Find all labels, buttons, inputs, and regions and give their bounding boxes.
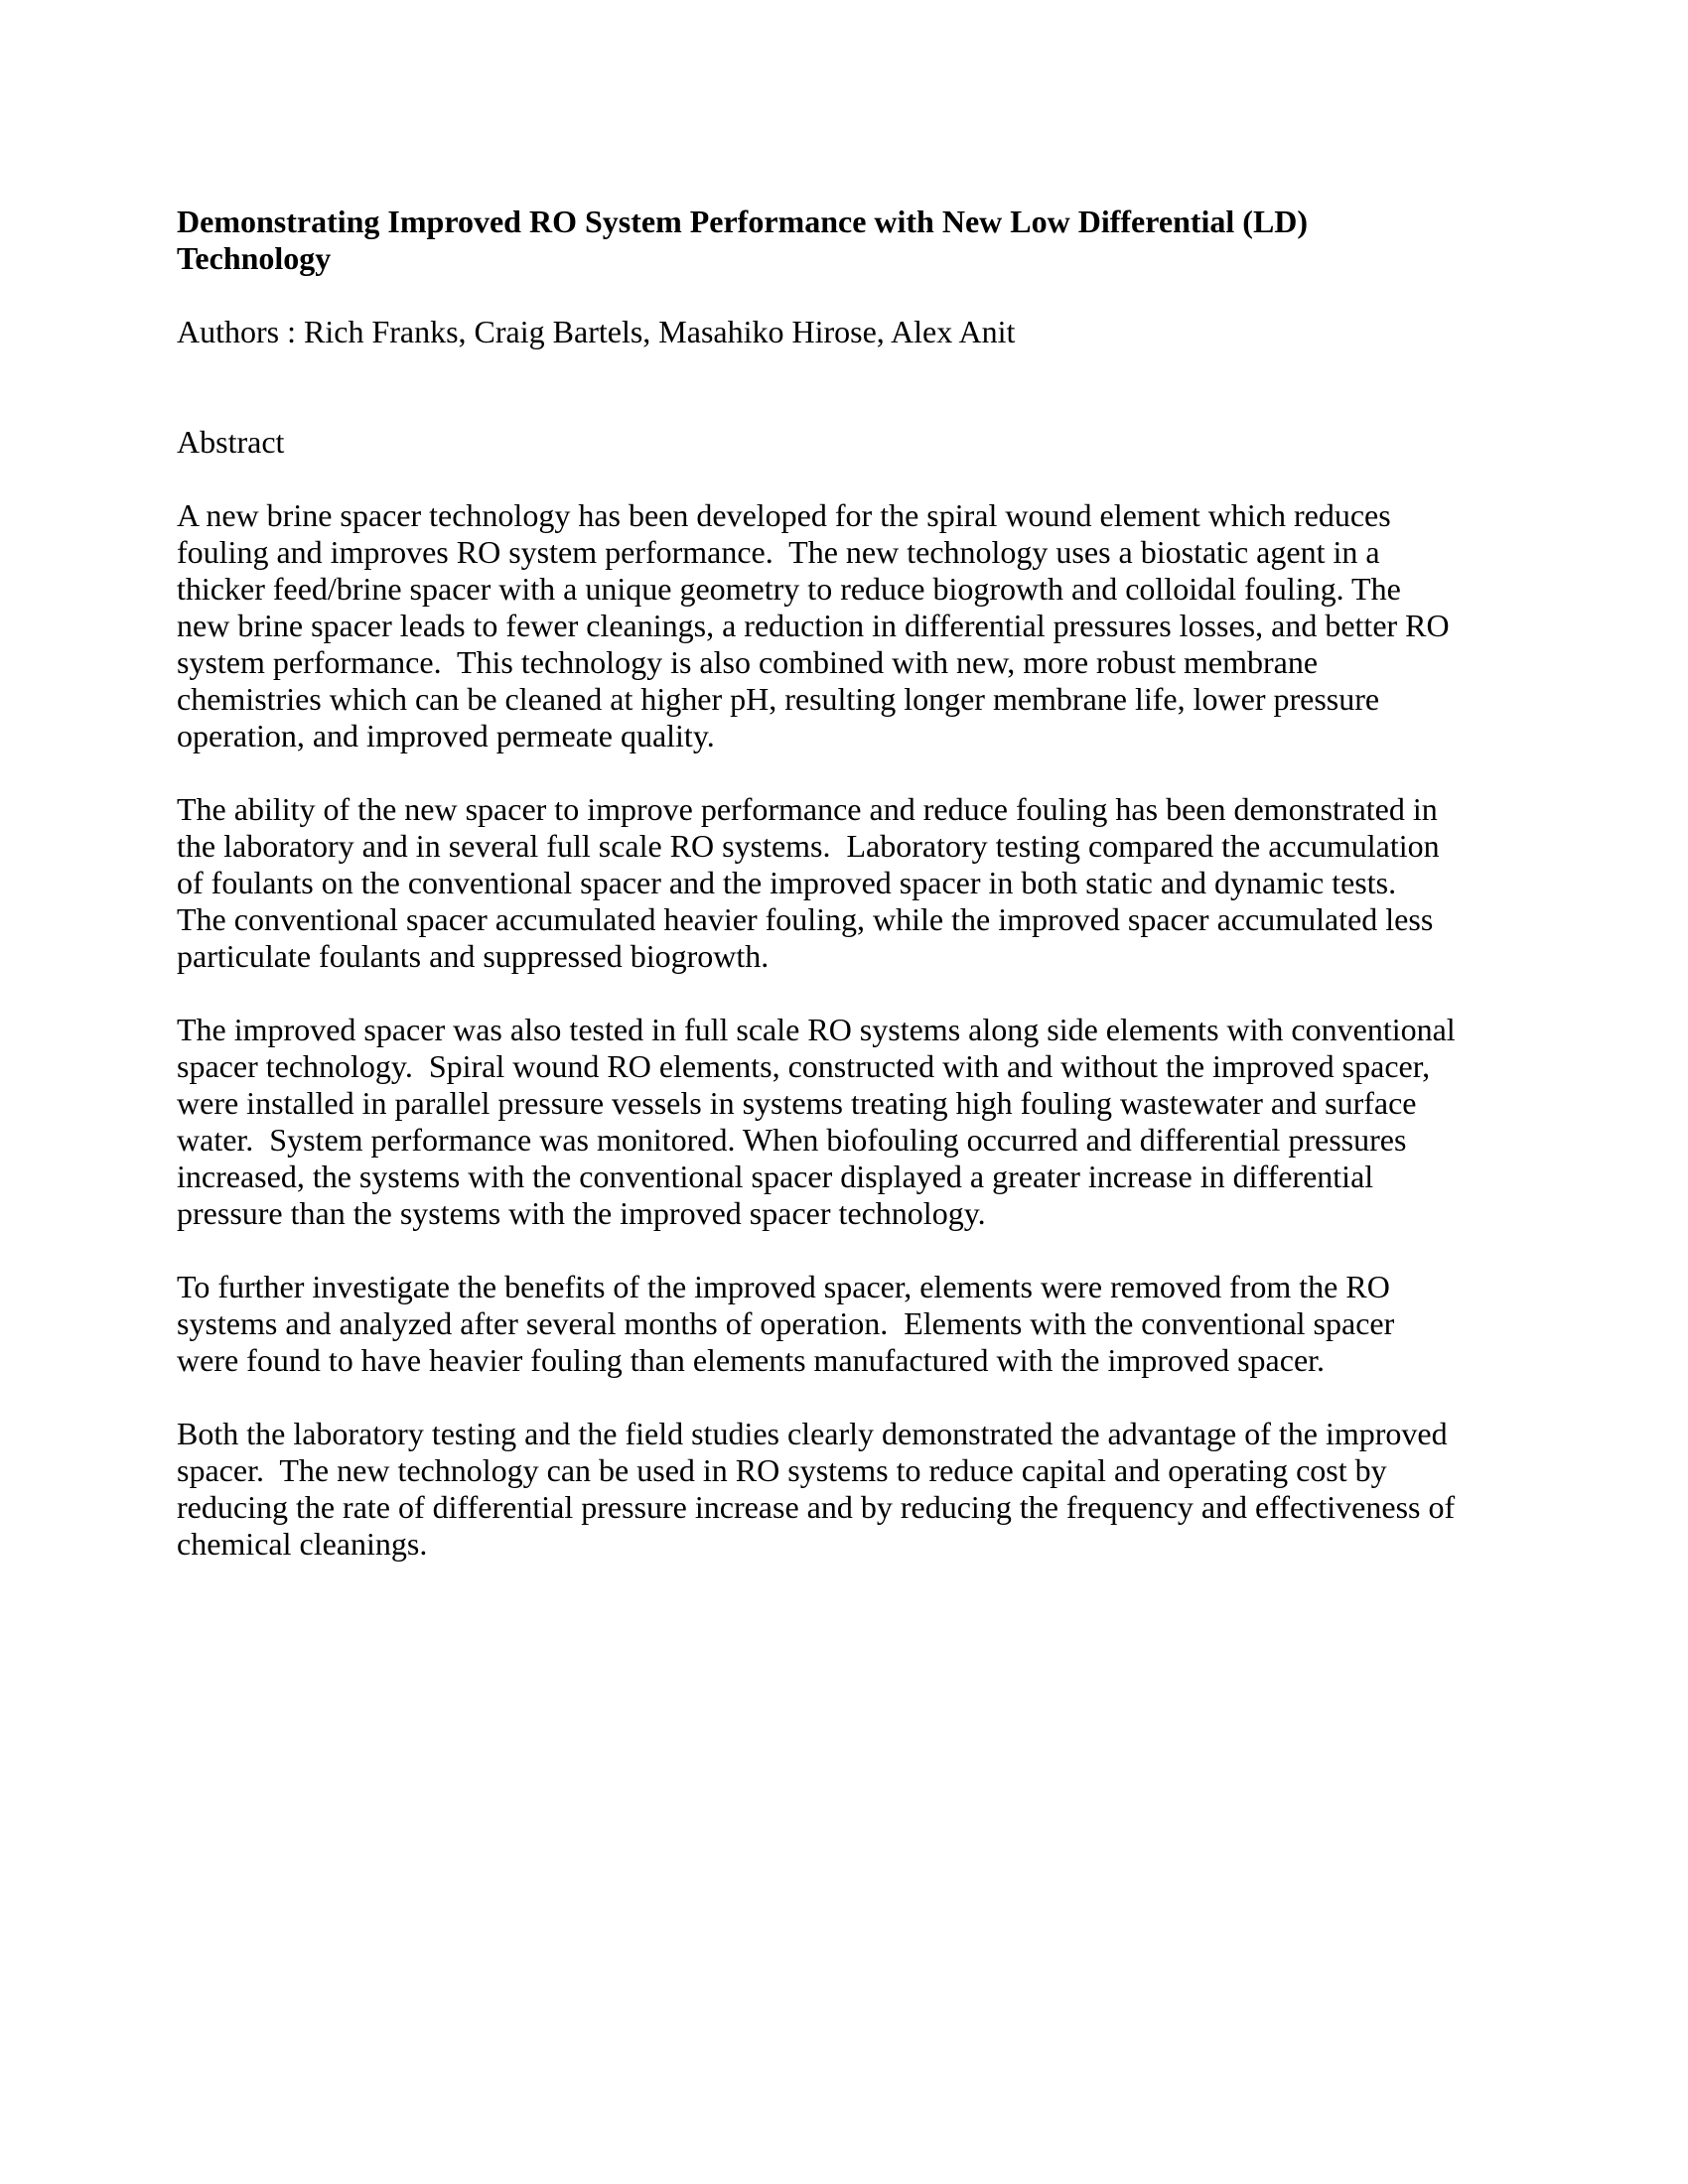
authors-line: Authors : Rich Franks, Craig Bartels, Masahiko Hirose, Alex Anit xyxy=(177,314,1016,349)
document-title: Demonstrating Improved RO System Performance with New Low Differential (LD) Technology xyxy=(177,204,1316,276)
abstract-paragraph-1: A new brine spacer technology has been developed for the spiral wound element which reduces fouling and improves RO system performance. The new technology uses a biostatic agent in a thicker feed/brine spacer with a unique geometry to reduce biogrowth and colloidal fouling. The new brine spacer leads to fewer cleanings, a reduction in differential pressures losses, and better RO system performance. This technology is also combined with new, more robust membrane chemistries which can be cleaned at higher pH, resulting longer membrane life, lower pressure operation, and improved permeate quality. xyxy=(177,497,1458,753)
abstract-paragraph-2: The ability of the new spacer to improve performance and reduce fouling has been demonstrated in the laboratory and in several full scale RO systems. Laboratory testing compared the accumulation of foulants on the conventional spacer and the improved spacer in both static and dynamic tests. The conventional spacer accumulated heavier fouling, while the improved spacer accumulated less particulate foulants and suppressed biogrowth. xyxy=(177,791,1448,974)
abstract-paragraph-4: To further investigate the benefits of the improved spacer, elements were removed from the RO systems and analyzed after several months of operation. Elements with the conventional spacer were found to have heavier fouling than elements manufactured with the improved spacer. xyxy=(177,1269,1403,1378)
abstract-heading: Abstract xyxy=(177,424,285,460)
abstract-paragraph-5: Both the laboratory testing and the field studies clearly demonstrated the advantage of the improved spacer. The new technology can be used in RO systems to reduce capital and operating cost by reducing the rate of differential pressure increase and by reducing the frequency and effectiveness of chemical cleanings. xyxy=(177,1416,1464,1562)
abstract-paragraph-3: The improved spacer was also tested in full scale RO systems along side elements with conventional spacer technology. Spiral wound RO elements, constructed with and without the improved spacer, were installed in parallel pressure vessels in systems treating high fouling wastewater and surface water. System performance was monitored. When biofouling occurred and differential pressures increased, the systems with the conventional spacer displayed a greater increase in differential pressure than the systems with the improved spacer technology. xyxy=(177,1012,1464,1231)
